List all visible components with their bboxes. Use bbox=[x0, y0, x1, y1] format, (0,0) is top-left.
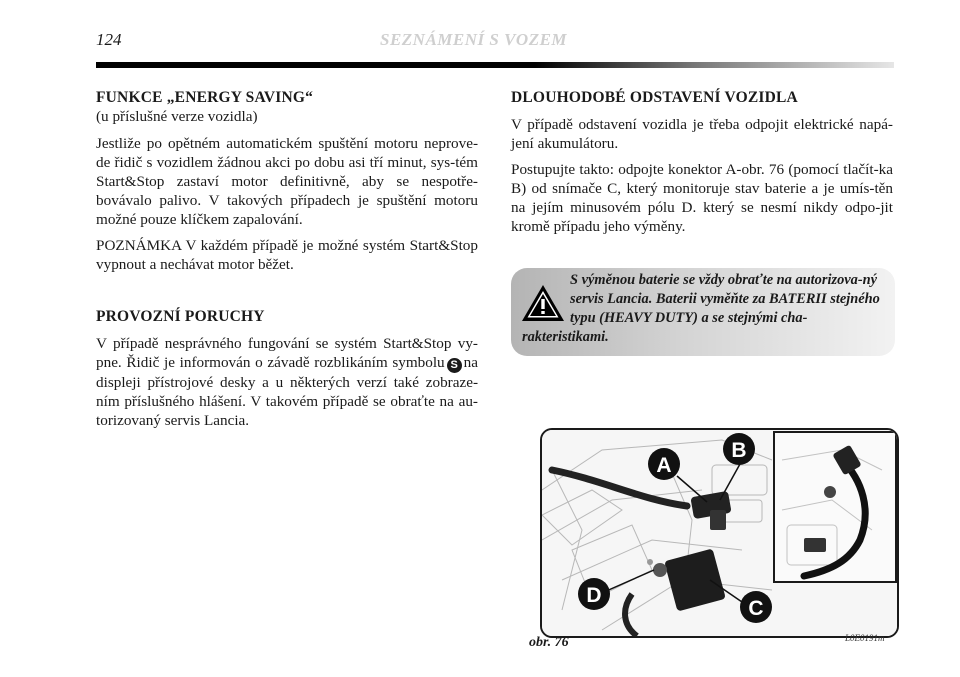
battery-drawing bbox=[542, 430, 897, 636]
energy-saving-subtitle: (u příslušné verze vozidla) bbox=[96, 108, 258, 125]
faults-heading: PROVOZNÍ PORUCHY bbox=[96, 308, 265, 325]
warning-text: S výměnou baterie se vždy obraťte na autorizova-ný servis Lancia. Baterii vyměňte za BATERII stejného typu (HEAVY DUTY) a se stejnými cha-rakteristikami. bbox=[522, 272, 880, 345]
energy-saving-heading: FUNKCE „ENERGY SAVING“ bbox=[96, 89, 314, 106]
page-number: 124 bbox=[96, 30, 122, 49]
chapter-title: SEZNÁMENÍ S VOZEM bbox=[380, 30, 568, 49]
warning-text-block bbox=[522, 271, 888, 347]
callout-a-label: A bbox=[656, 454, 672, 477]
battery-illustration bbox=[540, 428, 899, 638]
figure-code: L0E0191m bbox=[845, 633, 885, 643]
callout-c-label: C bbox=[748, 597, 764, 620]
callout-b-label: B bbox=[731, 439, 747, 462]
faults-paragraph bbox=[96, 334, 478, 430]
energy-saving-paragraph: Jestliže po opětném automatickém spuštění motoru neprove-de řidič s vozidlem žádnou akci po dobu asi tří minut, sys-tém Start&Stop zastaví motor definitivně, aby se nespotře-bovávalo palivo. V takových případech je spuštění motoru možné pouze klíčkem zapalování. bbox=[96, 135, 478, 228]
faults-text-before: V případě nesprávného fungování se systém Start&Stop vy-pne. Řidič je informován o závadě rozblikáním symbolu bbox=[96, 335, 478, 371]
header-rule bbox=[96, 62, 894, 68]
storage-paragraph-1: V případě odstavení vozidla je třeba odpojit elektrické napá-jení akumulátoru. bbox=[511, 116, 893, 152]
start-stop-fault-icon: S bbox=[447, 358, 462, 373]
faults-text-after: na displeji přístrojové desky a u některých verzí také zobraze-ním příslušného hlášení. V takovém případě se obraťte na au-torizovaný servis Lancia. bbox=[96, 354, 478, 429]
figure-caption: obr. 76 bbox=[529, 635, 569, 650]
storage-heading: DLOUHODOBÉ ODSTAVENÍ VOZIDLA bbox=[511, 89, 798, 106]
storage-paragraph-2: Postupujte takto: odpojte konektor A-obr. 76 (pomocí tlačít-ka B) od snímače C, který monitoruje stav baterie a je umís-těn na jejím minusovém pólu D. který se nesmí nikdy odpo-jit kromě případu jeho výměny. bbox=[511, 161, 893, 235]
left-column bbox=[96, 88, 478, 437]
callout-d-label: D bbox=[586, 584, 602, 607]
energy-saving-note: POZNÁMKA V každém případě je možné systém Start&Stop vypnout a nechávat motor běžet. bbox=[96, 237, 478, 273]
right-column bbox=[511, 88, 893, 243]
